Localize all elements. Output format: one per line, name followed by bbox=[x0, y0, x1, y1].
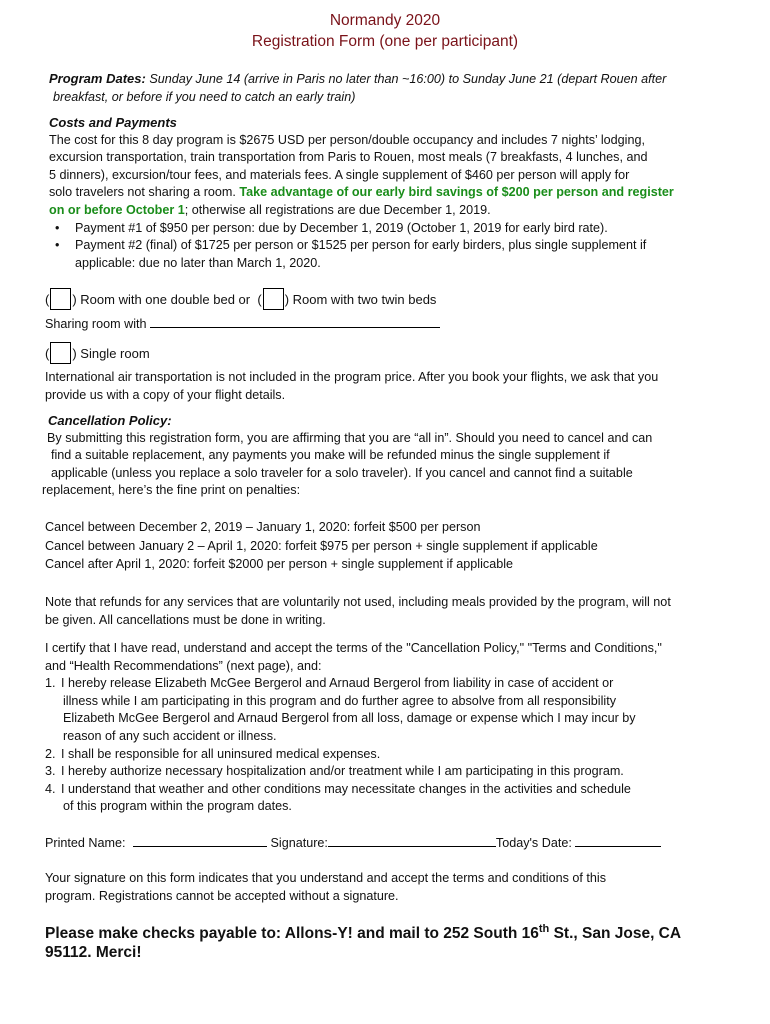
air-line-2: provide us with a copy of your flight details. bbox=[45, 387, 286, 402]
sharing-room-label: Sharing room with bbox=[45, 317, 147, 331]
refund-line-2: be given. All cancellations must be done in writing. bbox=[45, 612, 326, 627]
cancellation-line-4: replacement, here’s the fine print on penalties: bbox=[42, 483, 301, 498]
signature-note-line-2: program. Registrations cannot be accepted without a signature. bbox=[45, 888, 399, 903]
certify-item-4 bbox=[45, 781, 765, 816]
refund-note bbox=[45, 594, 767, 629]
certify-item-2 bbox=[45, 746, 765, 764]
signature-note bbox=[45, 870, 765, 905]
payment-list bbox=[49, 220, 764, 273]
item-line: reason of any such accident or illness. bbox=[63, 728, 277, 743]
item-line: I hereby release Elizabeth McGee Bergerol and Arnaud Bergerol from liability in case of accident or bbox=[61, 676, 614, 691]
cancellation-section bbox=[42, 412, 766, 500]
item-number: 3. bbox=[45, 764, 56, 779]
early-bird-offer: Take advantage of our early bird savings of $200 per person and register bbox=[239, 185, 674, 200]
costs-line-4 bbox=[49, 184, 764, 202]
title-line-1: Normandy 2020 bbox=[329, 12, 441, 29]
certify-line-2: and “Health Recommendations” (next page), and: bbox=[45, 658, 322, 673]
sharing-room-input[interactable] bbox=[150, 327, 440, 328]
form-title bbox=[0, 10, 770, 52]
paren: ( bbox=[45, 346, 50, 361]
twin-beds-label: ) Room with two twin beds bbox=[284, 292, 437, 307]
penalty-3: Cancel after April 1, 2020: forfeit $2000 per person + single supplement if applicable bbox=[45, 557, 514, 572]
cancellation-heading: Cancellation Policy: bbox=[48, 413, 172, 428]
certify-line-1: I certify that I have read, understand and accept the terms of the "Cancellation Policy," "Terms and Conditions," bbox=[45, 641, 662, 655]
item-line: I understand that weather and other conditions may necessitate changes in the activities and schedule bbox=[61, 781, 631, 796]
costs-line-3: 5 dinners), excursion/tour fees, and materials fees. A single supplement of $460 per person will apply for bbox=[49, 167, 630, 182]
costs-line-1: The cost for this 8 day program is $2675 USD per person/double occupancy and includes 7 nights’ lodging, bbox=[49, 132, 645, 147]
refund-line-1: Note that refunds for any services that are voluntarily not used, including meals provided by the program, will not bbox=[45, 595, 671, 609]
program-dates-label: Program Dates: bbox=[49, 71, 146, 86]
costs-line-2: excursion transportation, train transportation from Paris to Rouen, most meals (7 breakfasts, 4 lunches, and bbox=[49, 150, 648, 165]
certify-item-3 bbox=[45, 763, 765, 781]
signature-note-line-1: Your signature on this form indicates that you understand and accept the terms and conditions of this bbox=[45, 871, 606, 885]
item-number: 1. bbox=[45, 676, 56, 691]
todays-date-input[interactable] bbox=[575, 846, 661, 847]
mail-line-1 bbox=[45, 920, 765, 943]
program-dates bbox=[49, 70, 764, 106]
cancellation-line-3: applicable (unless you replace a solo traveler for a solo traveler). If you cancel and cannot find a suitable bbox=[51, 465, 633, 480]
mail-instructions bbox=[45, 920, 765, 962]
double-bed-checkbox[interactable] bbox=[50, 288, 71, 310]
cancellation-line-1: By submitting this registration form, you are affirming that you are “all in”. Should you need to cancel and can bbox=[47, 430, 653, 445]
paren: ( bbox=[45, 292, 50, 307]
item-line: of this program within the program dates. bbox=[63, 799, 292, 814]
cancellation-line-2: find a suitable replacement, any payments you make will be refunded minus the single supplement if bbox=[51, 448, 610, 463]
costs-line-5 bbox=[49, 202, 764, 220]
single-room-checkbox[interactable] bbox=[50, 342, 71, 364]
payment-2-text: Payment #2 (final) of $1725 per person or $1525 per person for early birders, plus single supplement if bbox=[75, 238, 647, 253]
item-number: 4. bbox=[45, 781, 56, 796]
mail-text-cont: St., San Jose, CA bbox=[549, 925, 682, 943]
penalty-1: Cancel between December 2, 2019 – January 1, 2020: forfeit $500 per person bbox=[45, 520, 481, 534]
certify-list bbox=[45, 675, 765, 816]
item-number: 2. bbox=[45, 746, 56, 761]
title-line-2: Registration Form (one per participant) bbox=[251, 33, 519, 50]
item-line: Elizabeth McGee Bergerol and Arnaud Bergerol from all loss, damage or expense which I may incur by bbox=[63, 711, 636, 726]
penalties-list bbox=[45, 519, 765, 574]
item-line: I hereby authorize necessary hospitalization and/or treatment while I am participating in this program. bbox=[61, 764, 624, 779]
signature-row bbox=[45, 835, 765, 853]
program-dates-line-2: breakfast, or before if you need to catch an early train) bbox=[53, 89, 356, 104]
todays-date-label: Today's Date: bbox=[495, 836, 572, 850]
program-dates-line-1: Sunday June 14 (arrive in Paris no later than ~16:00) to Sunday June 21 (depart Rouen after bbox=[149, 72, 667, 86]
single-room-row bbox=[45, 342, 765, 364]
payment-1: • Payment #1 of $950 per person: due by December 1, 2019 (October 1, 2019 for early bird rate). bbox=[49, 220, 764, 238]
single-room-label: ) Single room bbox=[72, 346, 150, 361]
costs-line-5-text: ; otherwise all registrations are due December 1, 2019. bbox=[184, 202, 491, 217]
air-line-1: International air transportation is not included in the program price. After you book your flights, we ask that you bbox=[45, 370, 659, 384]
printed-name-label: Printed Name: bbox=[45, 836, 126, 850]
item-line: I shall be responsible for all uninsured medical expenses. bbox=[61, 746, 381, 761]
twin-beds-checkbox[interactable] bbox=[263, 288, 284, 310]
mail-line-2: 95112. Merci! bbox=[45, 944, 142, 962]
early-bird-deadline: on or before October 1 bbox=[49, 202, 185, 217]
paren: ( bbox=[257, 292, 262, 307]
printed-name-input[interactable] bbox=[133, 846, 267, 847]
double-bed-label: ) Room with one double bed or bbox=[72, 292, 251, 307]
signature-label: Signature: bbox=[270, 836, 328, 850]
payment-2-text-cont: applicable: due no later than March 1, 2020. bbox=[75, 255, 321, 270]
room-type-row bbox=[45, 288, 765, 310]
certify-item-1 bbox=[45, 675, 765, 745]
air-transport-note bbox=[45, 369, 765, 404]
mail-sup: th bbox=[538, 923, 550, 935]
item-line: illness while I am participating in this program and do further agree to absolve from all responsibility bbox=[63, 693, 616, 708]
penalty-2: Cancel between January 2 – April 1, 2020: forfeit $975 per person + single supplement if applicable bbox=[45, 538, 598, 553]
costs-section bbox=[49, 114, 764, 272]
signature-input[interactable] bbox=[328, 846, 496, 847]
costs-line-4-text: solo travelers not sharing a room. bbox=[49, 185, 240, 200]
certify-section bbox=[45, 640, 765, 816]
sharing-room-row bbox=[45, 316, 765, 334]
payment-2 bbox=[49, 237, 764, 272]
mail-text: Please make checks payable to: Allons-Y! and mail to 252 South 16 bbox=[45, 925, 539, 943]
costs-heading: Costs and Payments bbox=[49, 115, 177, 130]
